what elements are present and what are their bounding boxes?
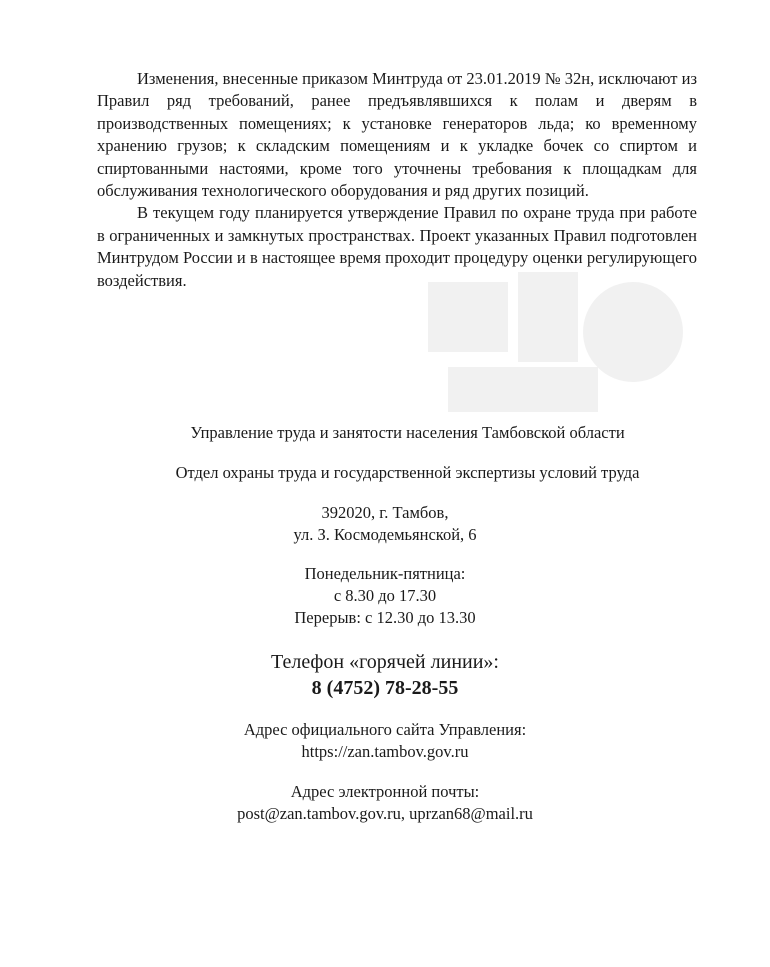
postal-address xyxy=(0,502,770,546)
address-line-1: 392020, г. Тамбов, xyxy=(321,503,449,522)
working-hours xyxy=(0,563,770,629)
hotline-label: Телефон «горячей линии»: xyxy=(271,651,499,673)
website-label: Адрес официального сайта Управления: xyxy=(243,720,527,739)
faint-emblem-watermark xyxy=(418,262,688,422)
hours-break: Перерыв: с 12.30 до 13.30 xyxy=(294,608,476,627)
website-url: https://zan.tambov.gov.ru xyxy=(301,742,469,761)
department-name: Отдел охраны труда и государственной экспертизы условий труда xyxy=(175,463,640,482)
contact-block xyxy=(0,422,770,825)
email-label: Адрес электронной почты: xyxy=(290,782,480,801)
hotline-number: 8 (4752) 78-28-55 xyxy=(311,677,459,699)
hotline xyxy=(0,649,770,701)
document-body xyxy=(97,68,697,292)
email xyxy=(0,781,770,825)
email-addresses: post@zan.tambov.gov.ru, uprzan68@mail.ru xyxy=(237,804,533,823)
hours-days: Понедельник-пятница: xyxy=(304,564,466,583)
organization-name: Управление труда и занятости населения Тамбовской области xyxy=(190,423,625,442)
website xyxy=(0,719,770,763)
hours-time: с 8.30 до 17.30 xyxy=(333,586,437,605)
address-line-2: ул. З. Космодемьянской, 6 xyxy=(293,525,477,544)
paragraph-amendments: Изменения, внесенные приказом Минтруда от 23.01.2019 № 32н, исключают из Правил ряд требований, ранее предъявлявшихся к полам и дверям в производственных помещениях; к установке генераторов льда; ко временному хранению грузов; к складским помещениям и к укладке бочек со спиртом и спиртованными настоями, кроме того уточнены требования к площадкам для обслуживания технологического оборудования и ряд других позиций. xyxy=(97,69,697,201)
paragraph-planned-rules: В текущем году планируется утверждение Правил по охране труда при работе в ограниченных и замкнутых пространствах. Проект указанных Правил подготовлен Минтрудом России и в настоящее время проходит процедуру оценки регулирующего воздействия. xyxy=(97,203,697,290)
